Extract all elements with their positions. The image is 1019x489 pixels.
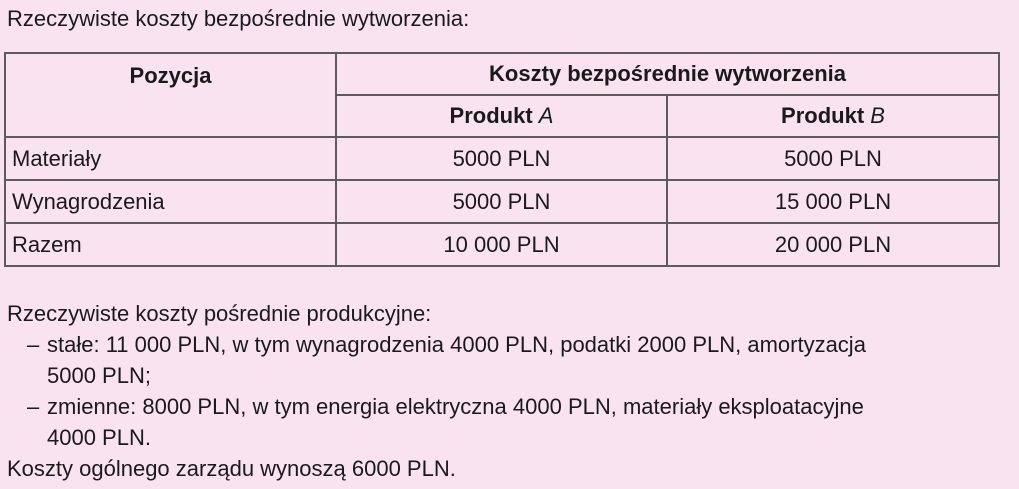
product-word: Produkt <box>449 103 533 128</box>
cell-product-b: 5000 PLN <box>667 137 999 180</box>
table-row <box>5 137 999 180</box>
indirect-costs-title: Rzeczywiste koszty pośrednie produkcyjne: <box>7 301 432 326</box>
dash-bullet: – <box>27 332 40 357</box>
indirect-costs-section <box>7 298 1007 484</box>
variable-costs-line1: zmienne: 8000 PLN, w tym energia elektryczna 4000 PLN, materiały eksploatacyjne <box>47 394 864 419</box>
header-product-b <box>667 95 999 137</box>
variable-costs-item <box>7 391 1007 453</box>
product-a-letter: A <box>538 103 554 128</box>
table-row <box>5 223 999 266</box>
cell-product-a: 10 000 PLN <box>336 223 667 266</box>
cell-product-b: 20 000 PLN <box>667 223 999 266</box>
variable-costs-line2: 4000 PLN. <box>47 425 151 450</box>
cell-product-b: 15 000 PLN <box>667 180 999 223</box>
row-label: Materiały <box>5 137 336 180</box>
table-header-row <box>5 53 999 95</box>
product-b-letter: B <box>870 103 885 128</box>
cell-product-a: 5000 PLN <box>336 180 667 223</box>
intro-text: Rzeczywiste koszty bezpośrednie wytworzenia: <box>7 6 470 31</box>
dash-bullet: – <box>27 394 40 419</box>
header-position: Pozycja <box>5 53 336 137</box>
row-label: Razem <box>5 223 336 266</box>
fixed-costs-item <box>7 329 1007 391</box>
header-direct-costs: Koszty bezpośrednie wytworzenia <box>336 53 999 95</box>
direct-costs-table <box>4 52 1000 267</box>
fixed-costs-line1: stałe: 11 000 PLN, w tym wynagrodzenia 4000 PLN, podatki 2000 PLN, amortyzacja <box>47 332 866 357</box>
fixed-costs-line2: 5000 PLN; <box>47 363 151 388</box>
table-row <box>5 180 999 223</box>
general-costs-text: Koszty ogólnego zarządu wynoszą 6000 PLN. <box>7 456 456 481</box>
row-label: Wynagrodzenia <box>5 180 336 223</box>
header-product-a <box>336 95 667 137</box>
cell-product-a: 5000 PLN <box>336 137 667 180</box>
product-word: Produkt <box>781 103 865 128</box>
